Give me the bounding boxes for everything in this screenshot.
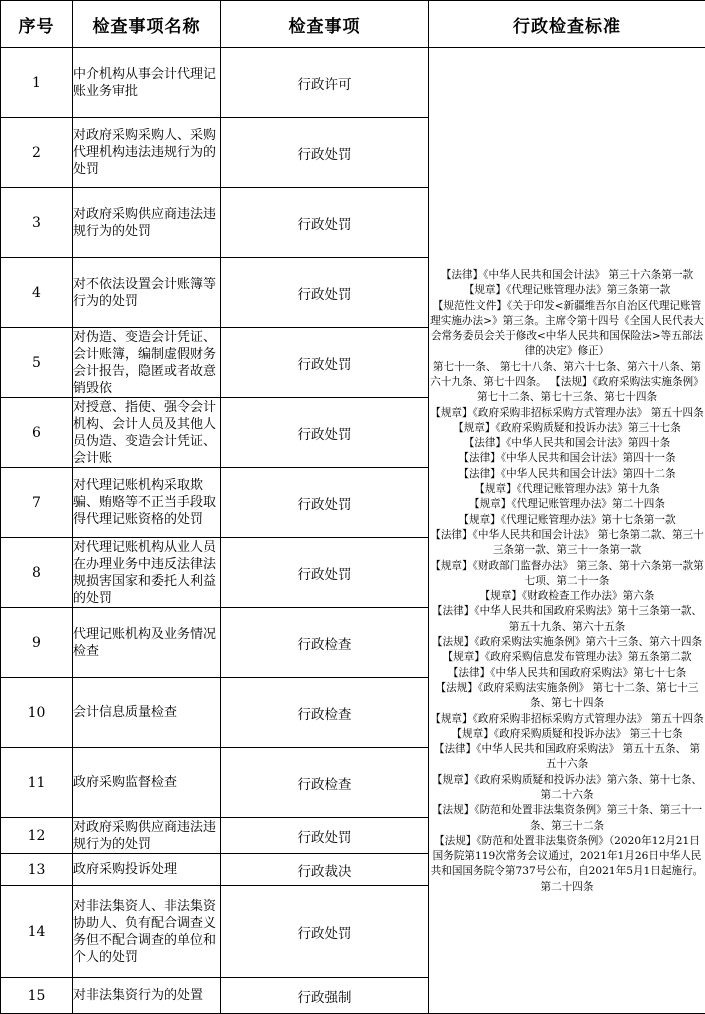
standard-line: 【法规】《政府采购法实施条例》 第七十二条、第七十三条、第七十四条 [429,681,705,712]
row-no: 4 [1,258,73,328]
row-name [73,258,221,328]
standard-line: 第二十四条 [429,880,705,895]
row-name [73,886,221,978]
standard-line: 【规章】《政府采购质疑和投诉办法》第六条、第十七条、第二十六条 [429,773,705,804]
row-name [73,398,221,468]
row-type: 行政处罚 [221,118,429,188]
standard-line: 【规章】《代理记账管理办法》第三条第一款 [429,283,705,298]
row-type: 行政处罚 [221,188,429,258]
header-no: 序号 [1,1,73,48]
row-no: 5 [1,328,73,398]
standard-line: 【法规】《防范和处置非法集资条例》第三十条、第三十一条、第三十二条 [429,803,705,834]
row-name [73,748,221,818]
row-name [73,608,221,678]
standard-line: 【法律】《中华人民共和国政府采购法》第七十七条 [429,666,705,681]
standard-line: 【法律】《中华人民共和国政府采购法》 第五十五条、 第五十六条 [429,742,705,773]
table-header-row [1,1,705,48]
row-no: 6 [1,398,73,468]
row-type: 行政检查 [221,748,429,818]
row-no: 14 [1,886,73,978]
standard-line: 【法律】《中华人民共和国会计法》 第三十六条第一款 [429,268,705,283]
standard-text [429,166,705,895]
row-name [73,818,221,854]
standard-line: 【法律】《中华人民共和国政府采购法》第十三条第一款、 第五十九条、第六十五条 [429,604,705,635]
row-no: 2 [1,118,73,188]
standard-line: 【规章】《代理记账管理办法》第二十四条 [429,497,705,512]
row-type: 行政强制 [221,978,429,1014]
row-type: 行政处罚 [221,258,429,328]
standard-line: 【法规】《政府采购法实施条例》第六十三条、第六十四条 [429,635,705,650]
row-name [73,48,221,118]
row-no: 11 [1,748,73,818]
standard-line: 【法律】《中华人民共和国会计法》 第七条第二款、第三十三条第一款、第三十一条第一款 [429,528,705,559]
header-name: 检查事项名称 [73,1,221,48]
standard-line: 【规章】《政府采购信息发布管理办法》第五条第二款 [429,650,705,665]
row-no: 15 [1,978,73,1014]
row-name-text: 政府采购投诉处理 [73,861,220,878]
standard-line: 【规范性文件】《关于印发<新疆维吾尔自治区代理记账管理实施办法>》第三条。主席令第十四号《全国人民代表大会常务委员会关于修改<中华人民共和国保险法>等五部法律的决定》修正） [429,299,705,360]
row-name-text: 对授意、指使、强令会计机构、会计人员及其他人员伪造、变造会计凭证、会计账 [73,399,220,467]
row-name [73,978,221,1014]
row-name-text: 对政府采购供应商违法违规行为的处罚 [73,819,220,853]
standard-line: 【规章】《政府采购非招标采购方式管理办法》 第五十四条 [429,712,705,727]
row-type: 行政处罚 [221,818,429,854]
row-name-text: 对伪造、变造会计凭证、会计账簿，编制虚假财务会计报告，隐匿或者故意销毁依 [73,329,220,397]
table-row [1,48,705,118]
standard-line: 【规章】《政府采购质疑和投诉办法》 第三十七条 [429,727,705,742]
row-no: 12 [1,818,73,854]
row-name [73,538,221,608]
row-name-text: 对代理记账机构从业人员在办理业务中违反法律法规损害国家和委托人利益的处罚 [73,539,220,607]
row-no: 1 [1,48,73,118]
row-name [73,468,221,538]
row-no: 9 [1,608,73,678]
row-name-text: 对非法集资行为的处置 [73,987,220,1004]
row-name-text: 中介机构从事会计代理记账业务审批 [73,66,220,100]
standard-line: 第七十一条、 第七十八条、第六十七条、第六十八条、第六十九条、第七十四条。 【法规】《政府采购法实施条例》第七十二条、第七十三条、第七十四条 [429,360,705,406]
row-type: 行政裁决 [221,854,429,886]
standard-line: 【规章】《代理记账管理办法》第十七条第一款 [429,513,705,528]
row-type: 行政检查 [221,678,429,748]
row-type: 行政处罚 [221,398,429,468]
row-type: 行政检查 [221,608,429,678]
row-type: 行政处罚 [221,886,429,978]
row-name-text: 对政府采购供应商违法违规行为的处罚 [73,206,220,240]
row-name-text: 会计信息质量检查 [73,704,220,721]
row-name-text: 对不依法设置会计账簿等行为的处罚 [73,276,220,310]
row-name-text: 对政府采购采购人、采购代理机构违法违规行为的处罚 [73,127,220,178]
row-type: 行政许可 [221,48,429,118]
row-type: 行政处罚 [221,538,429,608]
standard-cell [429,48,705,1014]
row-no: 3 [1,188,73,258]
row-name-text: 对非法集资人、非法集资协助人、负有配合调查义务但不配合调查的单位和个人的处罚 [73,898,220,966]
row-name [73,854,221,886]
row-name-text: 对代理记账机构采取欺骗、贿赂等不正当手段取得代理记账资格的处罚 [73,477,220,528]
standard-line: 【法律】《中华人民共和国会计法》第四十一条 [429,451,705,466]
row-name [73,188,221,258]
row-name [73,118,221,188]
row-name [73,678,221,748]
header-type: 检查事项 [221,1,429,48]
row-name [73,328,221,398]
standard-line: 【规章】《政府采购非招标采购方式管理办法》 第五十四条 【规章】《政府采购质疑和投诉办法》第三十七条 [429,406,705,437]
row-no: 13 [1,854,73,886]
row-name-text: 代理记账机构及业务情况检查 [73,626,220,660]
row-no: 7 [1,468,73,538]
standard-line: 【法律】《中华人民共和国会计法》第四十条 [429,436,705,451]
row-type: 行政处罚 [221,468,429,538]
row-name-text: 政府采购监督检查 [73,774,220,791]
standard-line: 【规章】《财政检查工作办法》第六条 [429,589,705,604]
standard-line: 【规章】《财政部门监督办法》 第三条、第十六条第一款第七项、第二十一条 [429,559,705,590]
standard-line: 【法律】《中华人民共和国会计法》第四十二条 [429,467,705,482]
header-standard: 行政检查标准 [429,1,705,48]
standard-line: 【规章】《代理记账管理办法》第十九条 [429,482,705,497]
row-no: 8 [1,538,73,608]
standard-line: 【法规】《防范和处置非法集资条例》（2020年12月21日国务院第119次常务会议通过，2021年1月26日中华人民共和国国务院令第737号公布，自2021年5月1日起施行。 [429,834,705,880]
row-no: 10 [1,678,73,748]
row-type: 行政处罚 [221,328,429,398]
